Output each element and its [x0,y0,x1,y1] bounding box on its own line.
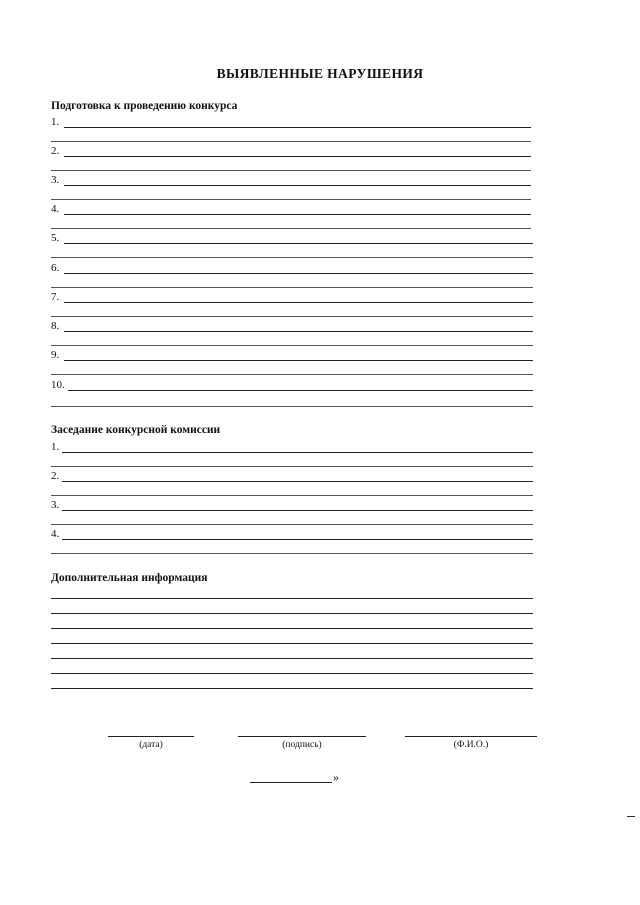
name-line [405,736,537,737]
closing-quote-mark: » [333,770,339,784]
fill-line [51,658,533,659]
fill-line [51,141,531,142]
fill-line [62,539,533,540]
fill-line [62,481,533,482]
item-number: 7. [51,291,60,303]
item-number: 10. [51,379,65,391]
fill-line [64,185,531,186]
item-number: 4. [51,203,60,215]
signature-label: (подпись) [282,740,322,750]
fill-line [62,510,533,511]
item-number: 1. [51,441,60,453]
section-heading-commission: Заседание конкурсной комиссии [51,424,221,436]
margin-dash [627,816,635,817]
item-number: 8. [51,320,60,332]
page-title: ВЫЯВЛЕННЫЕ НАРУШЕНИЯ [216,66,424,81]
fill-line [51,673,533,674]
fill-line [51,613,533,614]
item-number: 6. [51,262,60,274]
fill-line [64,360,533,361]
fill-line [64,273,533,274]
fill-line [64,243,533,244]
fill-line [64,331,533,332]
fill-line [51,466,533,467]
fill-line [51,688,533,689]
item-number: 3. [51,499,60,511]
name-label: (Ф.И.О.) [453,740,489,750]
fill-line [51,643,533,644]
fill-line [62,452,533,453]
fill-line [51,406,533,407]
date-blank-line [250,782,332,783]
item-number: 9. [51,349,60,361]
item-number: 5. [51,232,60,244]
fill-line [51,170,531,171]
fill-line [51,553,533,554]
date-label: (дата) [139,740,163,750]
fill-line [51,199,531,200]
date-line [108,736,194,737]
fill-line [51,628,533,629]
fill-line [68,390,533,391]
fill-line [51,287,533,288]
signature-line [238,736,366,737]
section-heading-preparation: Подготовка к проведению конкурса [51,100,238,112]
fill-line [51,257,533,258]
fill-line [51,374,533,375]
fill-line [51,495,533,496]
item-number: 2. [51,470,60,482]
fill-line [64,127,531,128]
fill-line [51,316,533,317]
item-number: 3. [51,174,60,186]
fill-line [64,214,531,215]
item-number: 1. [51,116,60,128]
fill-line [51,598,533,599]
fill-line [51,524,533,525]
fill-line [51,228,531,229]
item-number: 4. [51,528,60,540]
section-heading-additional: Дополнительная информация [51,572,208,584]
fill-line [51,345,533,346]
fill-line [64,302,533,303]
fill-line [64,156,531,157]
item-number: 2. [51,145,60,157]
